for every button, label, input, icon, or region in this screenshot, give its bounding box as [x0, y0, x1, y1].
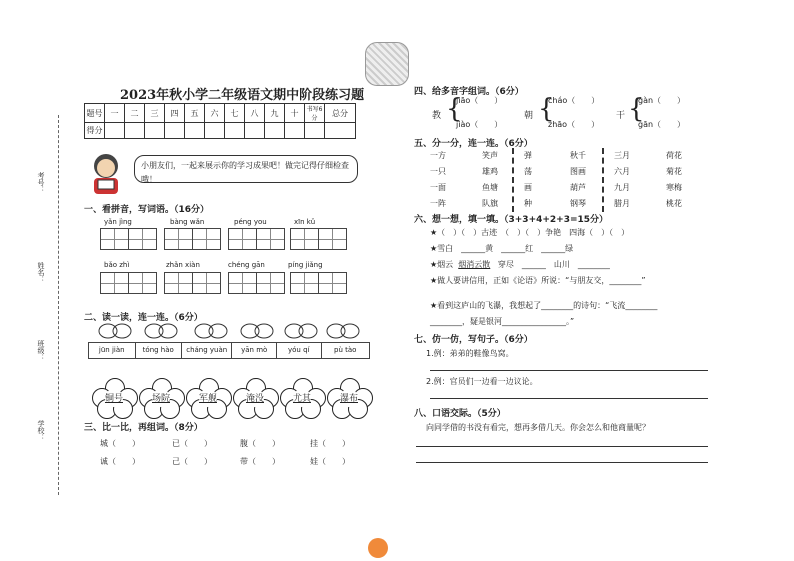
write-grid[interactable]	[290, 272, 347, 294]
butterfly-icon	[327, 324, 359, 338]
side-kaohao: 考号：	[37, 172, 45, 193]
flower-card[interactable]	[280, 378, 324, 416]
polyphone-pinyin[interactable]: jiào（ ）	[456, 120, 503, 129]
compare-item[interactable]: 挂（ ）	[310, 439, 350, 448]
example-sentence: 2.例：官员们一边看一边议论。	[426, 377, 538, 386]
match-item[interactable]: 一面	[430, 183, 446, 192]
compare-item[interactable]: 娃（ ）	[310, 457, 350, 466]
match-item[interactable]: 秋千	[570, 151, 586, 160]
butterfly-icon	[195, 324, 227, 338]
polyphone-pinyin[interactable]: zhāo（ ）	[548, 120, 600, 129]
compare-item[interactable]: 带（ ）	[240, 457, 280, 466]
side-xuexiao: 学校：	[37, 420, 45, 441]
score-cell[interactable]	[265, 123, 285, 139]
score-header-cell: 五	[185, 104, 205, 123]
match-item[interactable]: 桃花	[666, 199, 682, 208]
score-cell[interactable]	[165, 123, 185, 139]
answer-line[interactable]	[416, 446, 708, 447]
match-item[interactable]: 荷花	[666, 151, 682, 160]
divider	[602, 148, 604, 212]
polyphone-pinyin[interactable]: cháo（ ）	[548, 96, 600, 105]
score-header-cell: 七	[225, 104, 245, 123]
fill-line-example: 烟消云散	[458, 260, 491, 269]
brace-icon: {	[628, 94, 645, 124]
write-grid[interactable]	[228, 228, 285, 250]
flower-label: 场院	[151, 394, 170, 404]
fill-line[interactable]: ★（ ）（ ）古迹 （ ）（ ）争艳 四海（ ）（ ）	[430, 228, 630, 237]
score-table-score-row	[85, 123, 356, 139]
pinyin-label: zhǎn xiàn	[166, 261, 200, 269]
match-item[interactable]: 葫芦	[570, 183, 586, 192]
write-grid[interactable]	[164, 228, 221, 250]
pinyin-label: píng jiǎng	[288, 261, 323, 269]
decorative-orange-mark	[368, 538, 388, 558]
flower-card[interactable]	[233, 378, 277, 416]
brace-icon: {	[538, 94, 555, 124]
match-item[interactable]: 钢琴	[570, 199, 586, 208]
score-table-header-row	[85, 104, 356, 123]
match-item[interactable]: 腊月	[614, 199, 630, 208]
match-item[interactable]: 画	[524, 183, 532, 192]
score-cell[interactable]	[225, 123, 245, 139]
match-item[interactable]: 九月	[614, 183, 630, 192]
score-header-cell: 四	[165, 104, 185, 123]
score-header-cell: 总分	[325, 104, 356, 123]
fill-line[interactable]: ★做人要讲信用，正如《论语》所说：“与朋友交，________”	[430, 276, 646, 285]
compare-item[interactable]: 城（ ）	[100, 439, 140, 448]
fill-line-prefix: ★烟云	[430, 260, 454, 269]
match-item[interactable]: 弹	[524, 151, 532, 160]
butterfly-icon	[145, 324, 177, 338]
section-4-heading: 四、给多音字组词。（6分）	[414, 87, 524, 97]
match-item[interactable]: 三月	[614, 151, 630, 160]
fill-line[interactable]	[430, 259, 610, 270]
section-2-heading: 二、读一读，连一连。（6分）	[84, 313, 203, 323]
pinyin-label: péng you	[234, 218, 267, 226]
flower-label: 瀑布	[339, 394, 358, 404]
cartoon-boy-image	[84, 150, 128, 196]
write-grid[interactable]	[290, 228, 347, 250]
compare-item[interactable]: 已（ ）	[172, 439, 212, 448]
pinyin-label: xīn kǔ	[294, 218, 316, 226]
score-header-cell: 二	[125, 104, 145, 123]
flower-card[interactable]	[327, 378, 371, 416]
score-cell[interactable]	[185, 123, 205, 139]
flower-label: 淹没	[245, 394, 264, 404]
compare-item[interactable]: 诚（ ）	[100, 457, 140, 466]
flower-card[interactable]	[186, 378, 230, 416]
pinyin-option[interactable]: pù tào	[334, 346, 357, 354]
score-row-label: 得分	[85, 123, 105, 139]
polyphone-char: 朝	[524, 111, 534, 121]
fill-line-rest: 穿尽 ______ 山川 ________	[497, 260, 610, 269]
brace-icon: {	[446, 94, 463, 124]
score-header-cell: 九	[265, 104, 285, 123]
fill-line[interactable]: ★看到这庐山的飞瀑，我想起了________的诗句：“飞流________	[430, 301, 658, 310]
side-xingming: 姓名：	[37, 262, 45, 283]
match-item[interactable]: 荡	[524, 167, 532, 176]
match-item[interactable]: 六月	[614, 167, 630, 176]
score-cell[interactable]	[205, 123, 225, 139]
pinyin-option[interactable]: jūn jiàn	[89, 343, 136, 358]
divider	[512, 148, 514, 212]
score-header-cell: 十	[285, 104, 305, 123]
score-header-cell: 六	[205, 104, 225, 123]
compare-item[interactable]: 己（ ）	[172, 457, 212, 466]
write-grid[interactable]	[100, 228, 157, 250]
example-sentence: 1.例：弟弟的鞋像鸟窝。	[426, 349, 514, 358]
write-grid[interactable]	[164, 272, 221, 294]
match-item[interactable]: 队旗	[482, 199, 498, 208]
match-item[interactable]: 鱼塘	[482, 183, 498, 192]
score-cell[interactable]	[125, 123, 145, 139]
butterfly-icon	[285, 324, 317, 338]
pinyin-option[interactable]: yān mò	[232, 343, 277, 358]
score-cell[interactable]	[305, 123, 325, 139]
score-cell[interactable]	[245, 123, 265, 139]
match-item[interactable]: 笑声	[482, 151, 498, 160]
answer-line[interactable]	[430, 398, 708, 399]
score-cell[interactable]	[325, 123, 356, 139]
score-header-cell: 三	[145, 104, 165, 123]
score-header-cell: 题号	[85, 104, 105, 123]
match-item[interactable]: 一方	[430, 151, 446, 160]
butterfly-row	[96, 322, 366, 340]
binding-line	[58, 115, 59, 495]
section-3-heading: 三、比一比，再组词。（8分）	[84, 423, 203, 433]
polyphone-pinyin[interactable]: gàn（ ）	[638, 96, 686, 105]
score-cell[interactable]	[145, 123, 165, 139]
score-header-cell: 一	[105, 104, 125, 123]
decorative-stamp-image	[365, 42, 409, 86]
match-item[interactable]: 图画	[570, 167, 586, 176]
section-5-heading: 五、分一分，连一连。（6分）	[414, 139, 533, 149]
butterfly-icon	[241, 324, 273, 338]
section-1-heading: 一、看拼音，写词语。（16分）	[84, 205, 210, 215]
flower-label: 尤其	[292, 394, 311, 404]
pinyin-strip	[88, 342, 370, 359]
flower-label: 铜号	[104, 394, 123, 404]
section-8-heading: 八、口语交际。（5分）	[414, 409, 506, 419]
pinyin-label: bàng wǎn	[170, 218, 205, 226]
score-table	[84, 103, 356, 139]
compare-item[interactable]: 腹（ ）	[240, 439, 280, 448]
polyphone-pinyin[interactable]: gān（ ）	[638, 120, 686, 129]
intro-bubble: 小朋友们，一起来展示你的学习成果吧！做完记得仔细检查哦！	[134, 155, 358, 183]
match-item[interactable]: 雄鸡	[482, 167, 498, 176]
side-banji: 班级：	[37, 340, 45, 361]
score-header-cell: 书写6分	[305, 104, 325, 123]
section-7-heading: 七、仿一仿，写句子。（6分）	[414, 335, 533, 345]
fill-line[interactable]: ________，疑是银河________________。”	[430, 317, 575, 326]
score-cell[interactable]	[285, 123, 305, 139]
flower-card[interactable]	[139, 378, 183, 416]
section-6-heading: 六、想一想，填一填。（3+3+4+2+3=15分）	[414, 215, 609, 225]
answer-line[interactable]	[430, 370, 708, 371]
score-cell[interactable]	[105, 123, 125, 139]
pinyin-option[interactable]: tóng hào	[136, 343, 183, 358]
score-header-cell: 八	[245, 104, 265, 123]
match-item[interactable]: 一只	[430, 167, 446, 176]
polyphone-pinyin[interactable]: jiāo（ ）	[456, 96, 503, 105]
butterfly-icon	[99, 324, 131, 338]
polyphone-char: 教	[432, 111, 442, 121]
match-item[interactable]: 寒梅	[666, 183, 682, 192]
match-item[interactable]: 菊花	[666, 167, 682, 176]
page-title: 2023年秋小学二年级语文期中阶段练习题	[120, 88, 365, 103]
answer-line[interactable]	[416, 462, 708, 463]
write-grid[interactable]	[100, 272, 157, 294]
match-item[interactable]: 种	[524, 199, 532, 208]
pinyin-label: chéng gān	[228, 261, 265, 269]
pinyin-option[interactable]: yóu qí	[277, 343, 322, 358]
match-item[interactable]: 一阵	[430, 199, 446, 208]
fill-line[interactable]: ★雪白 ______黄 ______红 ______绿	[430, 244, 574, 253]
write-grid[interactable]	[228, 272, 285, 294]
pinyin-option[interactable]: cháng yuàn	[182, 343, 232, 358]
flower-label: 军舰	[198, 394, 217, 404]
flower-card[interactable]	[92, 378, 136, 416]
polyphone-char: 干	[616, 111, 626, 121]
pinyin-label: yǎn jìng	[104, 218, 132, 226]
pinyin-label: bǎo zhì	[104, 261, 130, 269]
question-text: 向同学借的书没有看完，想再多借几天。你会怎么和他商量呢？	[426, 423, 650, 432]
